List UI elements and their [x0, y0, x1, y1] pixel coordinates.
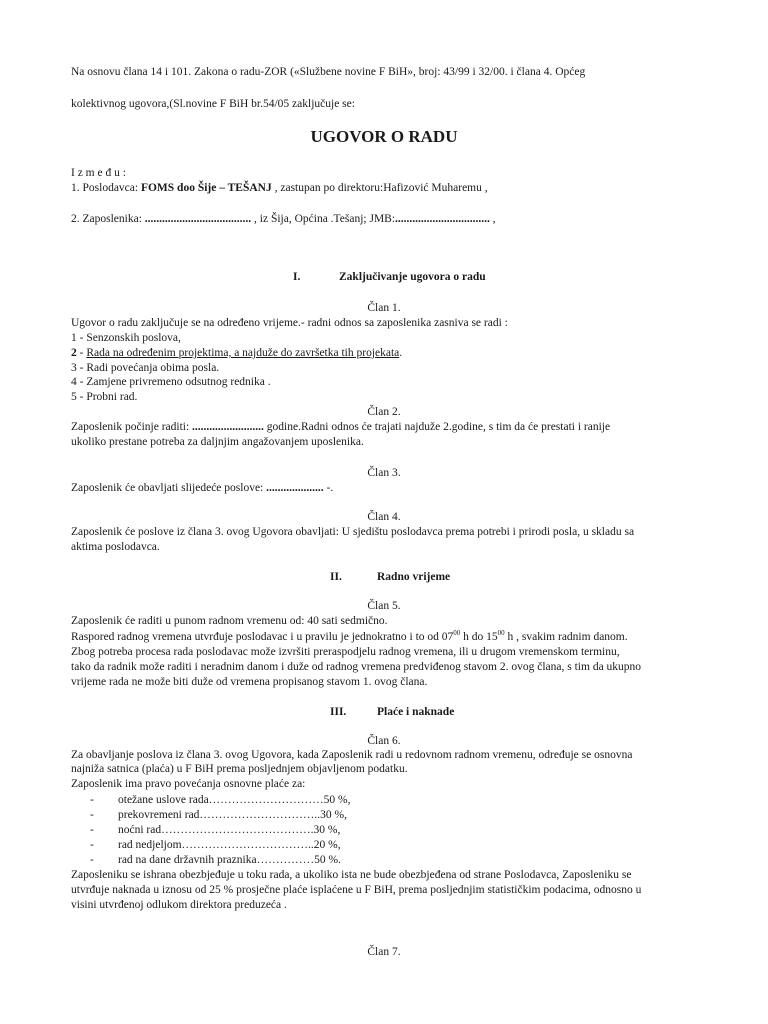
preamble-line-1: Na osnovu člana 14 i 101. Zakona o radu-ZOR («Službene novine F BiH», broj: 43/99 i 32/00. i člana 4. Općeg [71, 66, 586, 78]
list-item [90, 838, 341, 853]
clan-3-text-a: Zaposlenik će obavljati slijedeće poslove: [71, 482, 267, 494]
employee-prefix: 2. Zaposlenika: [71, 213, 145, 225]
employee-mid: , iz Šija, Općina .Tešanj; JMB: [251, 213, 396, 225]
clan-3-duties-placeholder: .................... [266, 482, 324, 494]
list-item-text: prekovremeni rad…………………………..30 %, [118, 809, 348, 821]
employee-name-placeholder: ..................................... [144, 213, 252, 225]
clan-2-heading: Član 2. [367, 406, 401, 418]
list-item-text: rad na dane državnih praznika……………50 %. [118, 854, 341, 866]
list-item-text: rad nedjeljom……………………………..20 %, [118, 839, 341, 851]
list-item-text: noćni rad………………………………….30 %, [118, 824, 341, 836]
clan-1-item-4: 4 - Zamjene privremeno odsutnog rednika . [71, 376, 271, 388]
section-1-title: Zaključivanje ugovora o radu [339, 271, 486, 283]
clan-5-line-2-b: h do 15 [460, 631, 498, 643]
clan-1-heading: Član 1. [367, 302, 401, 314]
clan-6-heading: Član 6. [367, 735, 401, 747]
clan-4-heading: Član 4. [367, 511, 401, 523]
parties-heading: I z m e đ u : [71, 167, 126, 179]
preamble-line-2: kolektivnog ugovora,(Sl.novine F BiH br.54/05 zaključuje se: [71, 98, 355, 110]
clan-2-line-2: ukoliko prestane potreba za daljnjim angažovanjem uposlenika. [71, 436, 364, 448]
list-dash: - [90, 854, 94, 866]
list-dash: - [90, 809, 94, 821]
item-2-separator: - [76, 347, 87, 359]
clan-5-sup-2: 00 [497, 629, 505, 638]
clan-1-item-2 [71, 346, 402, 361]
clan-7-heading: Član 7. [367, 946, 401, 958]
clan-3-text-b: -. [323, 482, 334, 494]
clan-5-line-2-c: h , svakim radnim danom. [504, 631, 628, 643]
clan-5-line-2 [71, 630, 628, 645]
clan-2-date-placeholder: ......................... [192, 421, 264, 433]
list-item-text: otežane uslove rada…………………………50 %, [118, 794, 351, 806]
section-2-number: II. [330, 571, 342, 583]
employee-end: , [489, 213, 496, 225]
clan-5-heading: Član 5. [367, 600, 401, 612]
clan-4-line-1: Zaposlenik će poslove iz člana 3. ovog Ugovora obavljati: U sjedištu poslodavca prema potrebi i prirodi posla, u skladu sa [71, 526, 635, 538]
clan-1-item-5: 5 - Probni rad. [71, 391, 138, 403]
item-2-text: Rada na određenim projektima, a najduže do završetka tih projekata [86, 347, 400, 359]
employer-prefix: 1. Poslodavca: [71, 182, 141, 194]
clan-1-item-3: 3 - Radi povećanja obima posla. [71, 362, 220, 374]
clan-2-line-1 [71, 420, 610, 435]
document-title: UGOVOR O RADU [310, 127, 458, 146]
employee-line [71, 212, 496, 227]
list-item [90, 793, 351, 808]
clan-4-line-2: aktima poslodavca. [71, 541, 160, 553]
clan-6-line-2: najniža satnica (plaća) u F BiH prema posljednjem objavljenom podatku. [71, 763, 408, 775]
list-item [90, 808, 347, 823]
list-item [90, 823, 340, 838]
list-item [90, 853, 341, 868]
clan-1-intro: Ugovor o radu zaključuje se na određeno vrijeme.- radni odnos sa zaposlenika zasniva se radi : [71, 317, 508, 329]
clan-6-line-3: Zaposlenik ima pravo povećanja osnovne plaće za: [71, 778, 306, 790]
section-2-title: Radno vrijeme [377, 571, 451, 583]
clan-5-sup-1: 00 [453, 629, 461, 638]
clan-3-heading: Član 3. [367, 467, 401, 479]
item-2-end: . [399, 347, 403, 359]
clan-6-line-6: visini utvrđenoj odlukom direktora preduzeća . [71, 899, 287, 911]
clan-5-line-1: Zaposlenik će raditi u punom radnom vremenu od: 40 sati sedmično. [71, 615, 388, 627]
clan-5-line-4: tako da radnik može raditi i neradnim danom i duže od radnog vremena predviđenog stavom 2. ovog člana, s tim da ukupno [71, 661, 642, 673]
clan-3-line [71, 481, 333, 496]
section-3-number: III. [330, 706, 347, 718]
clan-5-line-5: vrijeme rada ne može biti duže od vremena propisanog stavom 1. ovog člana. [71, 676, 428, 688]
employer-line [71, 181, 488, 196]
employee-jmb-placeholder: ................................. [395, 213, 490, 225]
clan-1-item-1: 1 - Senzonskih poslova, [71, 332, 181, 344]
clan-6-line-1: Za obavljanje poslova iz člana 3. ovog Ugovora, kada Zaposlenik radi u redovnom radnom vremenu, određuje se osnovna [71, 749, 633, 761]
section-1-number: I. [293, 271, 301, 283]
clan-5-line-2-a: Raspored radnog vremena utvrđuje poslodavac i u pravilu je jednokratno i to od 07 [71, 631, 454, 643]
list-dash: - [90, 824, 94, 836]
list-dash: - [90, 839, 94, 851]
employer-suffix: , zastupan po direktoru:Hafizović Muharemu , [271, 182, 488, 194]
clan-2-text-b: godine.Radni odnos će trajati najduže 2.godine, s tim da će prestati i ranije [263, 421, 611, 433]
item-2-number: 2 [71, 347, 77, 359]
clan-6-line-5: utvrđuje naknada u iznosu od 25 % prosječne plaće isplaćene u F BiH, prema posljednjim statističkim podacima, odnosno u [71, 884, 642, 896]
section-3-title: Plaće i naknade [377, 706, 455, 718]
list-dash: - [90, 794, 94, 806]
clan-6-line-4: Zaposleniku se ishrana obezbjeđuje u toku rada, a ukoliko ista ne bude obezbjeđena od strane Poslodavca, Zaposleniku se [71, 869, 632, 881]
clan-5-line-3: Zbog potreba procesa rada poslodavac može izvršiti preraspodjelu radnog vremena, ili u drugom vremenskom terminu, [71, 646, 620, 658]
employer-name: FOMS doo Šije – TEŠANJ [140, 182, 272, 194]
clan-2-text-a: Zaposlenik počinje raditi: [71, 421, 193, 433]
